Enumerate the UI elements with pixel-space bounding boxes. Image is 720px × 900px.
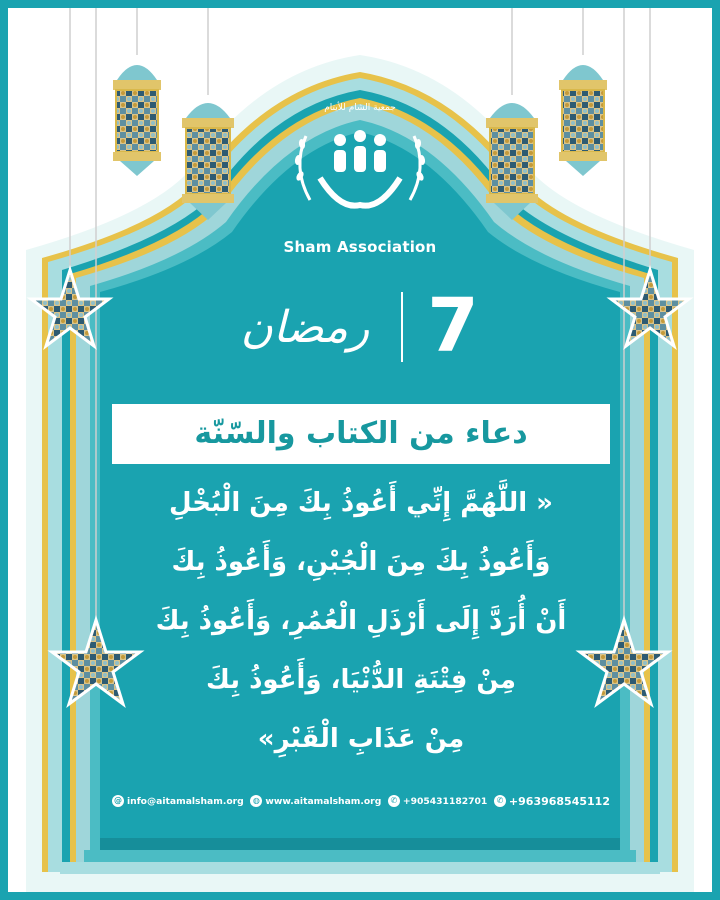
lantern-icon — [182, 103, 234, 220]
website-text: www.aitamalsham.org — [265, 795, 382, 807]
dua-line: وَأَعُوذُ بِكَ مِنَ الْجُبْنِ، وَأَعُوذُ بِكَ — [171, 547, 551, 577]
email-text: info@aitamalsham.org — [127, 795, 244, 807]
dua-line: مِنْ عَذَابِ الْقَبْرِ» — [257, 724, 465, 754]
phone-contact-1[interactable] — [388, 795, 487, 807]
ramadan-calligraphy: رمضان — [240, 302, 370, 353]
logo-english-name: Sham Association — [283, 238, 437, 256]
whatsapp-icon: ✆ — [494, 795, 506, 807]
phone-icon: ✆ — [388, 795, 400, 807]
dua-line: أَنْ أُرَدَّ إِلَى أَرْذَلِ الْعُمُرِ، وَأَعُوذُ بِكَ — [155, 606, 567, 636]
phone-text-2: +963968545112 — [508, 794, 610, 808]
dua-line: « اللَّهُمَّ إِنِّي أَعُوذُ بِكَ مِنَ الْبُخْلِ — [169, 488, 553, 518]
contact-footer — [112, 791, 610, 811]
phone-contact-2[interactable] — [494, 795, 610, 808]
globe-icon: ◍ — [250, 795, 262, 807]
phone-text-1: +905431182701 — [402, 795, 488, 807]
header-divider — [401, 292, 403, 362]
lantern-icon — [559, 65, 607, 176]
lantern-icon — [486, 103, 538, 220]
email-icon: @ — [114, 796, 122, 805]
lantern-icon — [113, 65, 161, 176]
website-contact[interactable] — [250, 795, 381, 807]
day-number: 7 — [427, 283, 479, 369]
page-title: دعاء من الكتاب والسّنّة — [194, 416, 528, 451]
dua-line: مِنْ فِتْنَةِ الدُّنْيَا، وَأَعُوذُ بِكَ — [206, 665, 516, 695]
dua-text — [112, 474, 610, 769]
email-contact[interactable] — [112, 795, 244, 807]
logo-arabic-name: جمعية الشام للأيتام — [324, 103, 396, 113]
